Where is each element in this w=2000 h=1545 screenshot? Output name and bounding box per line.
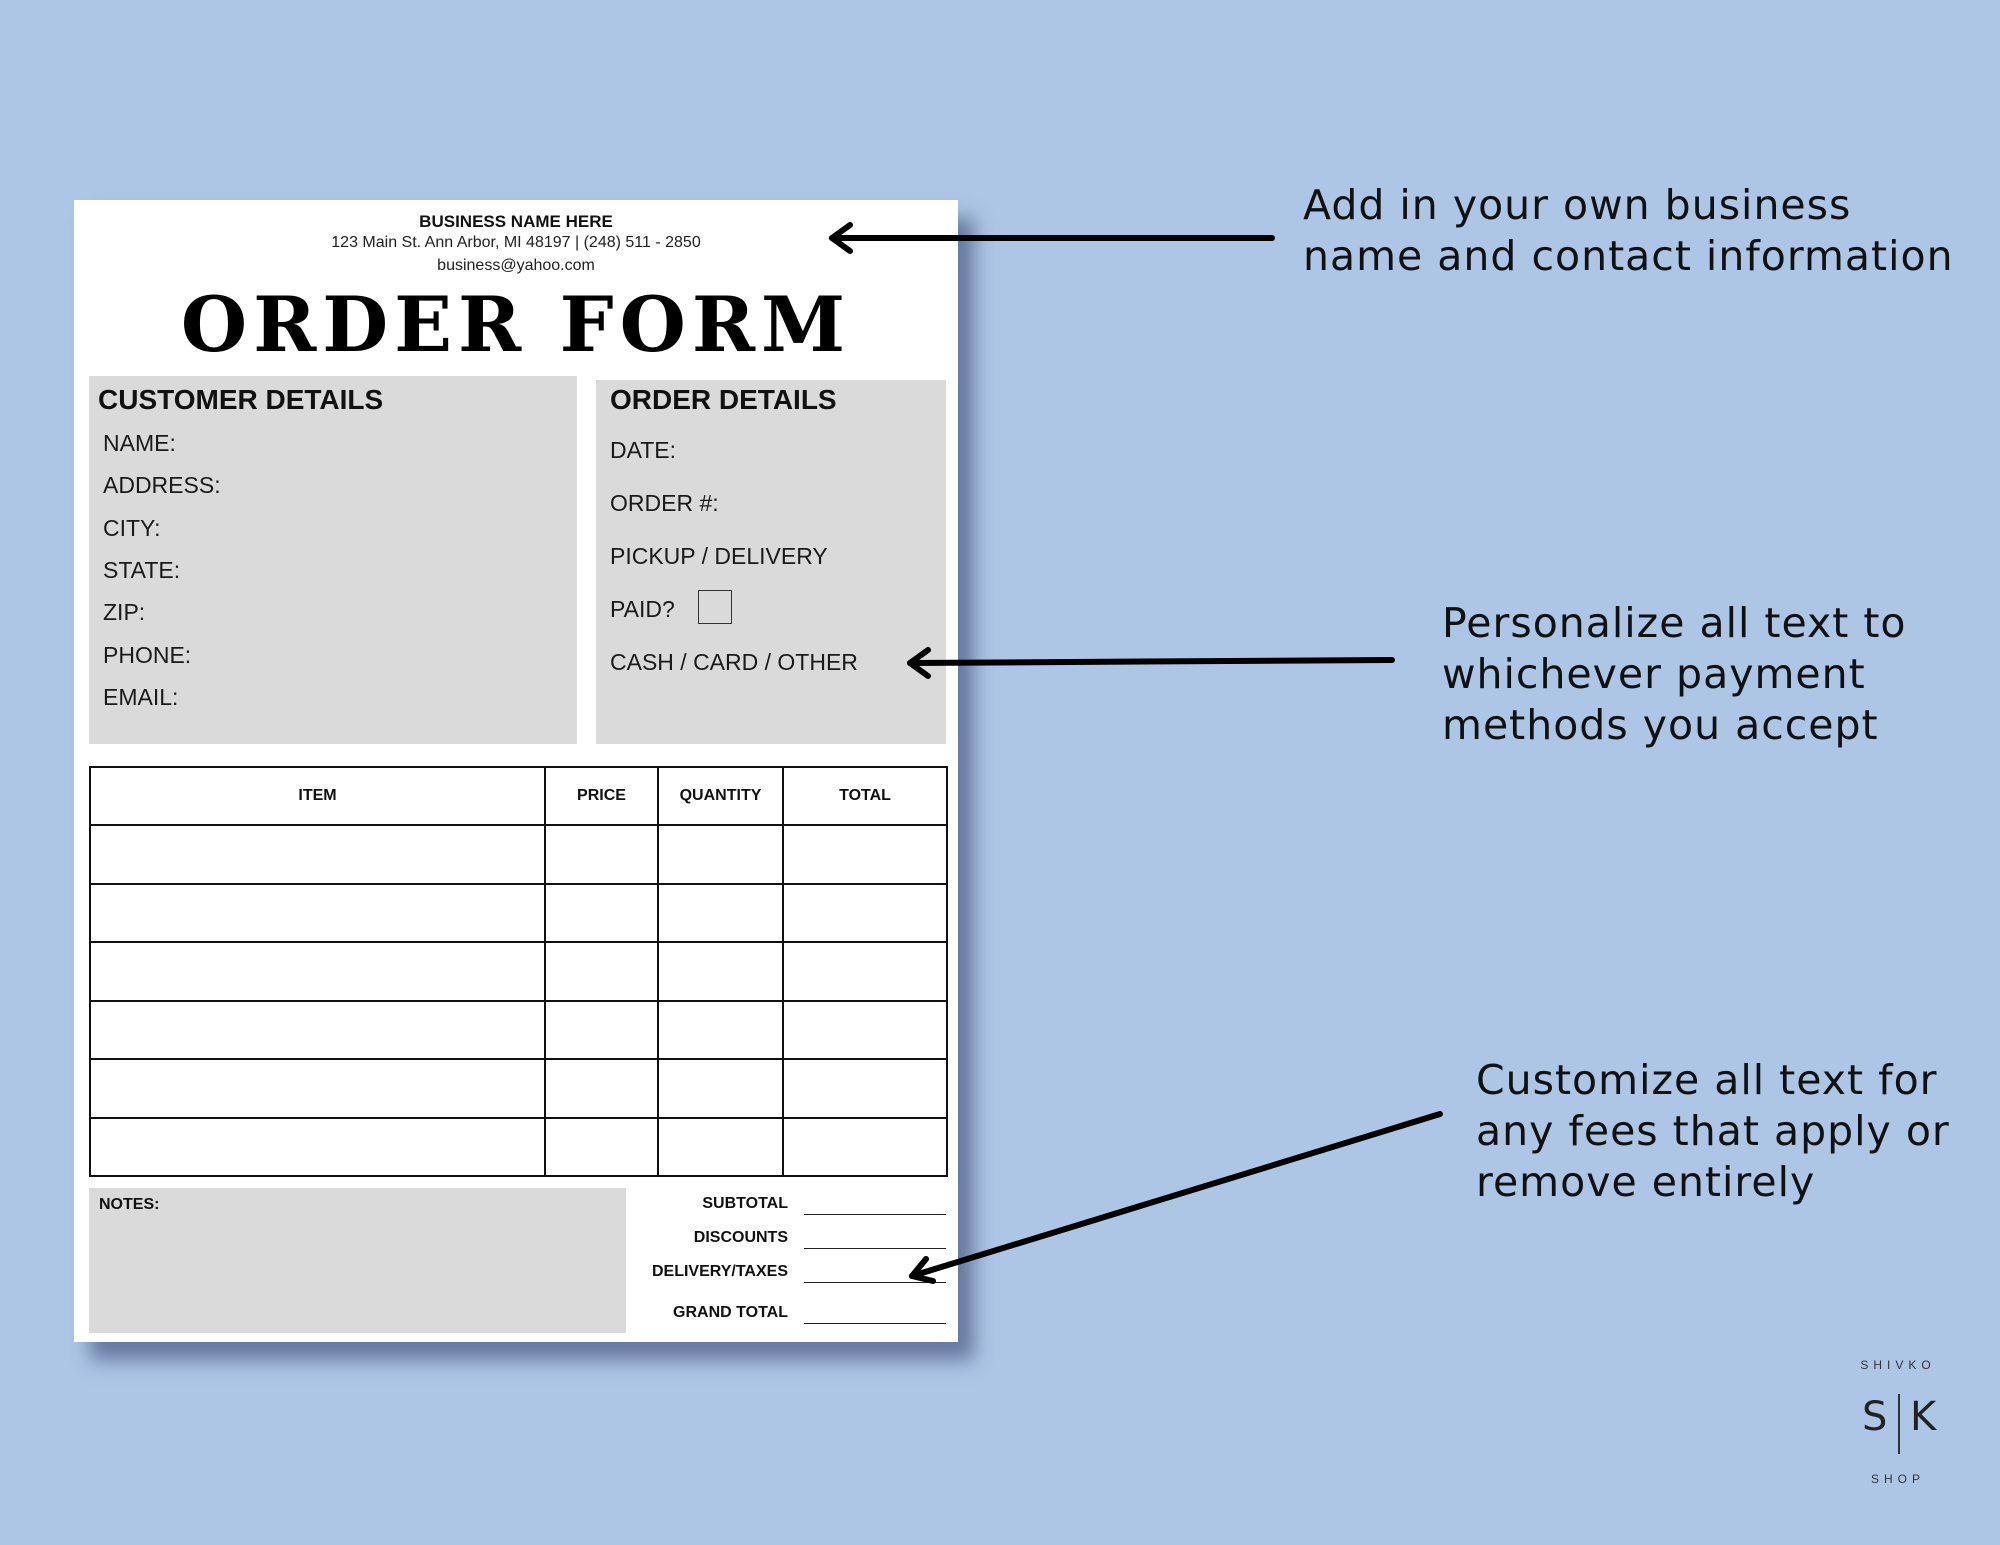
zip-field[interactable]: ZIP: (103, 599, 146, 625)
delivery-taxes-label: DELIVERY/TAXES (651, 1263, 788, 1280)
phone-field[interactable]: PHONE: (103, 642, 192, 668)
callout-line: name and contact information (1303, 232, 1954, 280)
city-field[interactable]: CITY: (103, 515, 161, 541)
arrow-business-info (832, 225, 1272, 251)
callout-line: methods you accept (1442, 701, 1879, 749)
total-header: TOTAL (783, 767, 947, 825)
notes-label: NOTES: (99, 1196, 160, 1213)
arrow-fees (912, 1114, 1440, 1281)
business-address: 123 Main St. Ann Arbor, MI 48197 | (248) 511 - 2850 (331, 234, 701, 251)
customer-details-heading: CUSTOMER DETAILS (98, 384, 384, 415)
logo-bottom-text: SHOP (1870, 1472, 1925, 1486)
callout-line: Customize all text for (1476, 1056, 1938, 1104)
business-email: business@yahoo.com (437, 257, 595, 274)
price-header: PRICE (545, 767, 658, 825)
arrow-payment (910, 650, 1392, 676)
logo-divider (1898, 1394, 1900, 1454)
order-details-heading: ORDER DETAILS (610, 384, 837, 415)
name-field[interactable]: NAME: (103, 430, 176, 456)
callout-line: Personalize all text to (1442, 599, 1907, 647)
payment-methods-field[interactable]: CASH / CARD / OTHER (610, 649, 858, 675)
grand-total-label: GRAND TOTAL (673, 1304, 788, 1321)
discounts-label: DISCOUNTS (693, 1229, 788, 1246)
form-title: ORDER FORM (180, 280, 852, 369)
item-header: ITEM (90, 767, 545, 825)
address-field[interactable]: ADDRESS: (103, 472, 221, 498)
callout-line: any fees that apply or (1476, 1107, 1950, 1155)
shivko-shop-logo (1842, 1352, 1954, 1492)
business-name: BUSINESS NAME HERE (419, 212, 613, 231)
pickup-delivery-field[interactable]: PICKUP / DELIVERY (610, 543, 828, 569)
logo-letter-k: K (1910, 1394, 1937, 1440)
logo-letter-s: S (1862, 1394, 1888, 1440)
quantity-header: QUANTITY (658, 767, 783, 825)
subtotal-label: SUBTOTAL (702, 1195, 788, 1212)
date-field[interactable]: DATE: (610, 437, 677, 463)
email-field[interactable]: EMAIL: (103, 684, 179, 710)
callout-line: whichever payment (1442, 650, 1866, 698)
order-number-field[interactable]: ORDER #: (610, 490, 719, 516)
logo-top-text: SHIVKO (1860, 1358, 1936, 1372)
callout-line: Add in your own business (1303, 181, 1852, 229)
paid-label: PAID? (610, 596, 675, 622)
callout-line: remove entirely (1476, 1158, 1816, 1206)
state-field[interactable]: STATE: (103, 557, 181, 583)
